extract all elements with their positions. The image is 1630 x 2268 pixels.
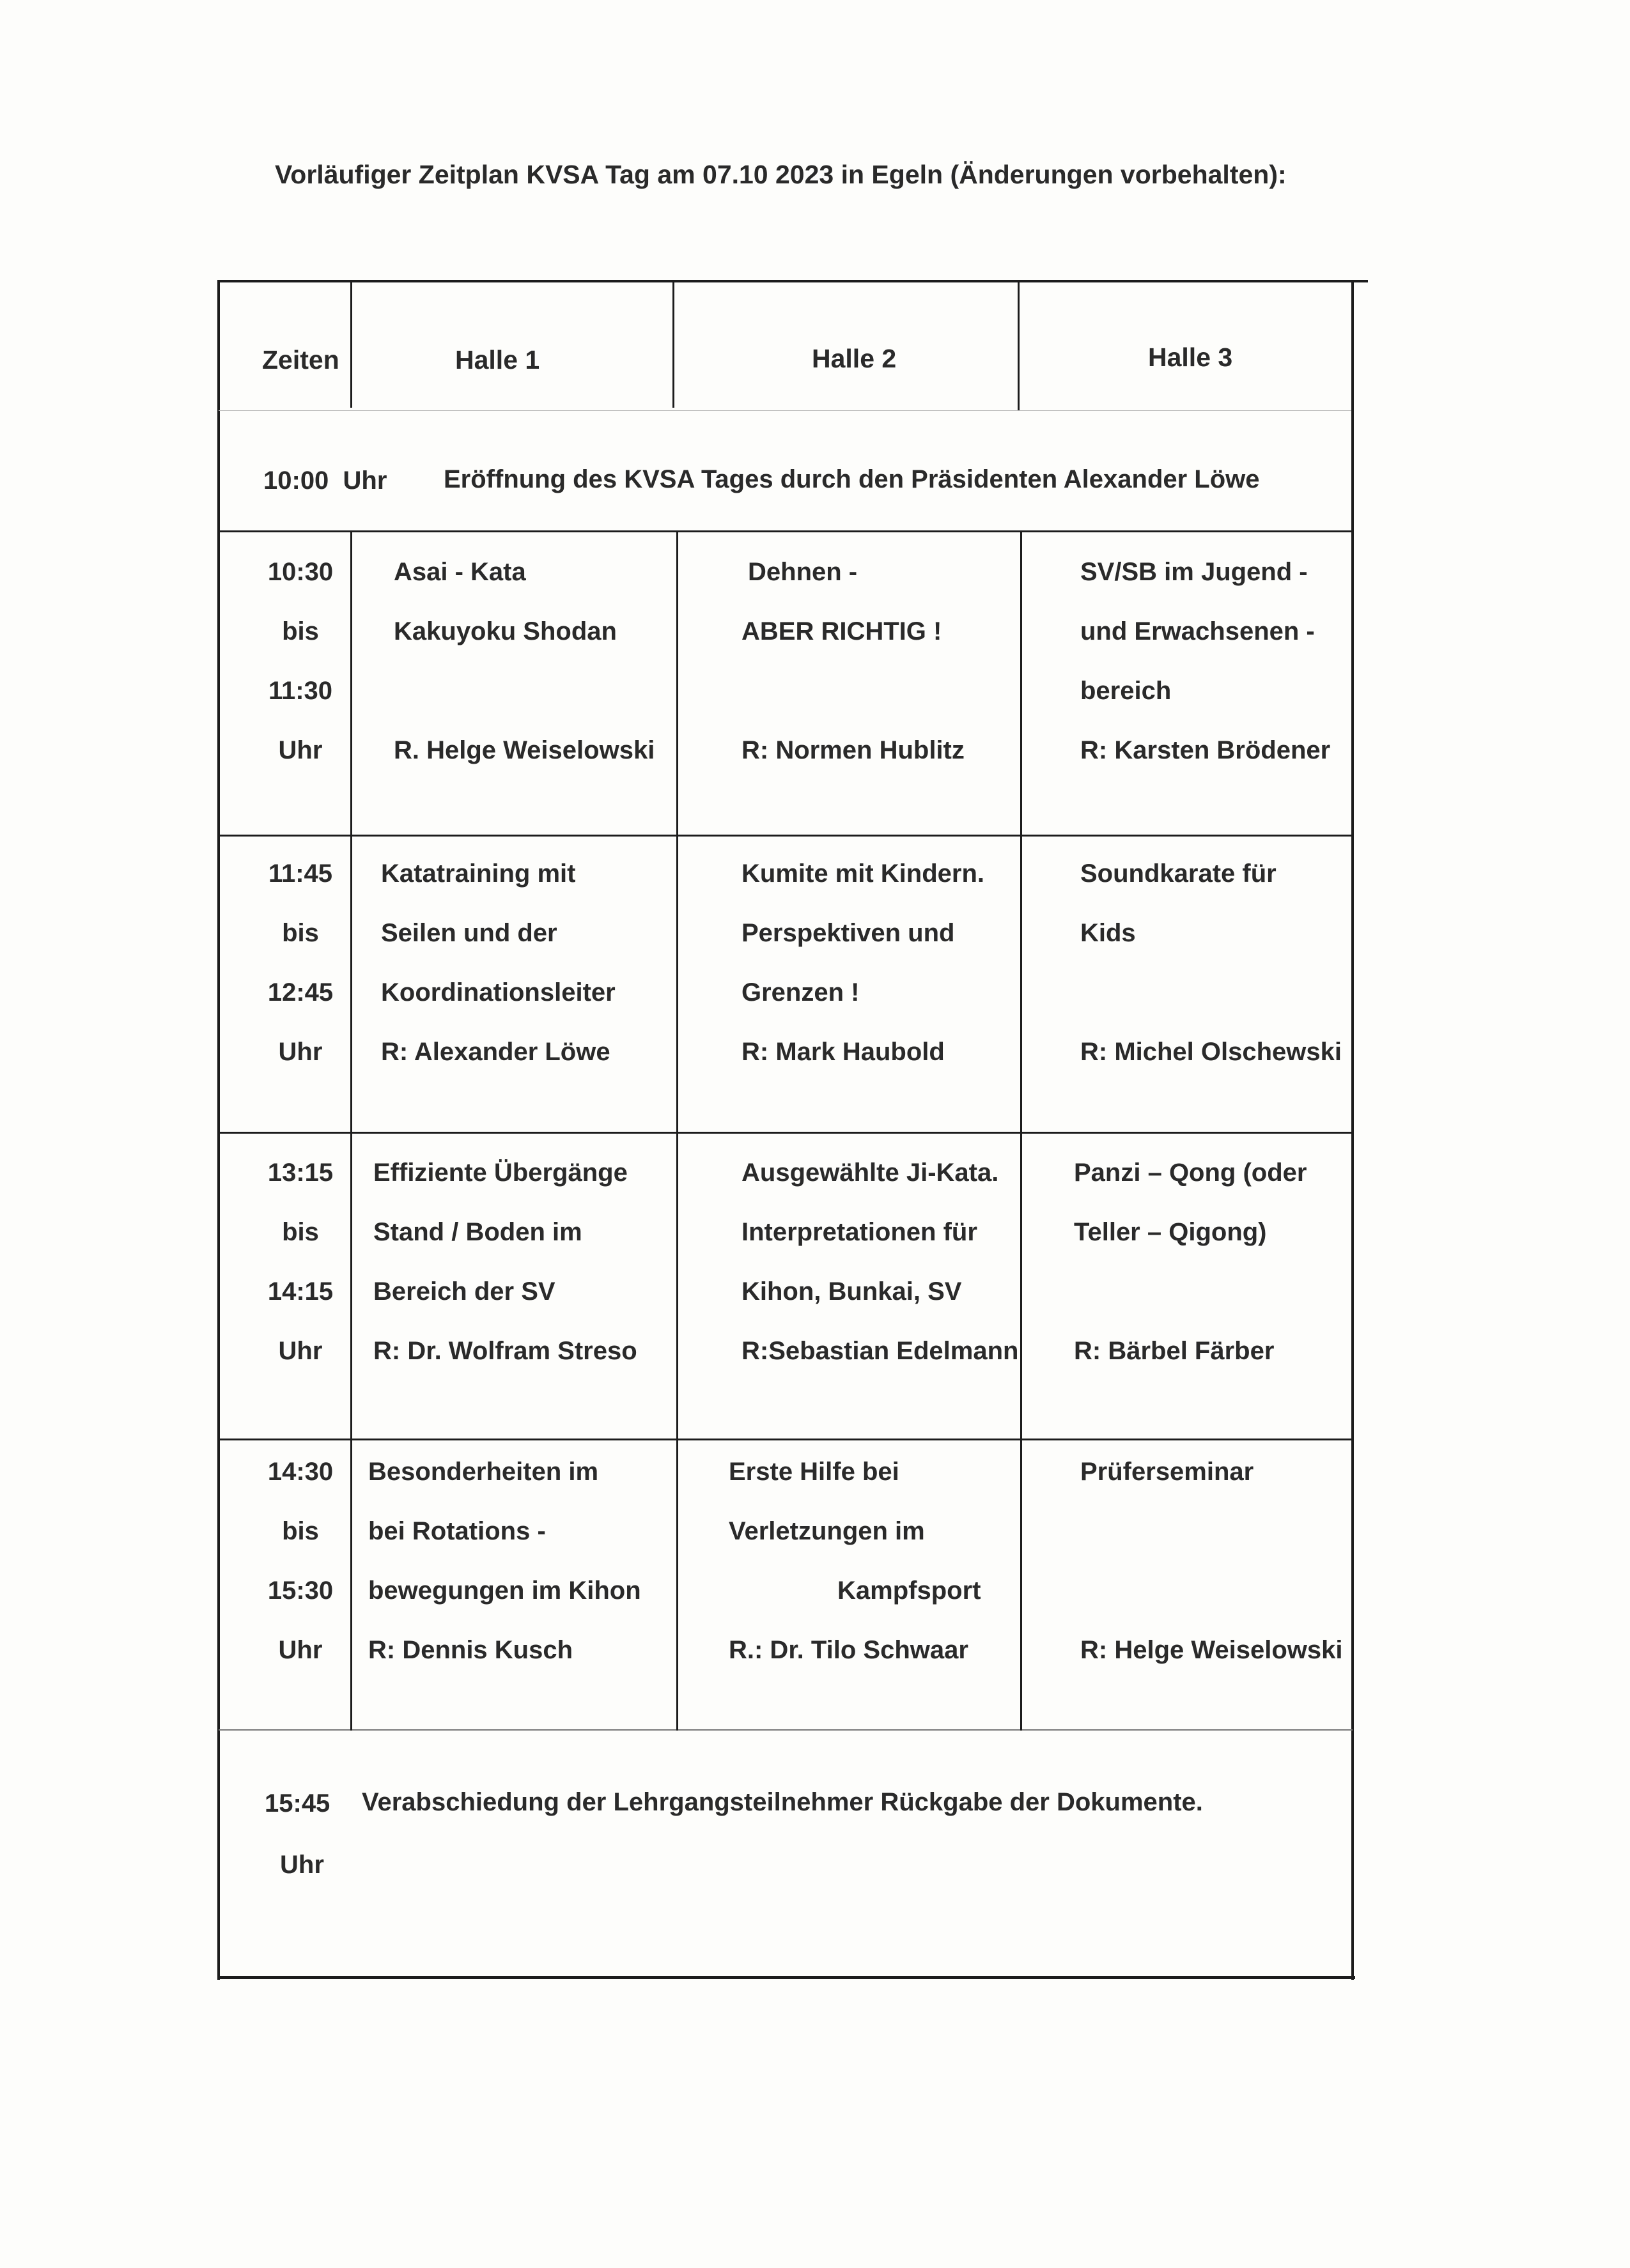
hall-1-entry: R: Dr. Wolfram Streso	[373, 1337, 637, 1365]
hall-1-entry: Besonderheiten im	[368, 1458, 599, 1486]
header-times: Zeiten	[262, 345, 339, 374]
slot-time: bis	[282, 617, 319, 645]
slot-time: Uhr	[278, 1337, 323, 1365]
header-divider-3	[1018, 281, 1020, 410]
hall-3-entry: Kids	[1080, 919, 1136, 947]
row-divider-5	[219, 1729, 1353, 1731]
document-title: Vorläufiger Zeitplan KVSA Tag am 07.10 2023 in Egeln (Änderungen vorbehalten):	[275, 160, 1287, 189]
hall-2-entry: ABER RICHTIG !	[741, 617, 942, 645]
hall-3-entry: Soundkarate für	[1080, 860, 1277, 888]
hall-1-entry: bei Rotations -	[368, 1517, 546, 1545]
row-divider-2	[219, 835, 1353, 837]
slot-time: Uhr	[278, 1038, 323, 1066]
hall-2-entry: Ausgewählte Ji-Kata.	[741, 1159, 999, 1187]
row-divider-1	[219, 530, 1351, 532]
hall-2-entry: R:Sebastian Edelmann	[741, 1337, 1019, 1365]
hall-2-entry: Verletzungen im	[729, 1517, 925, 1545]
slot-divider-1	[350, 532, 352, 1731]
hall-2-entry: Perspektiven und	[741, 919, 955, 947]
hall-3-entry: SV/SB im Jugend -	[1080, 558, 1308, 586]
header-hall-1: Halle 1	[455, 345, 540, 374]
slot-time: 15:30	[267, 1577, 334, 1605]
slot-time: Uhr	[278, 1636, 323, 1664]
opening-text: Eröffnung des KVSA Tages durch den Präsidenten Alexander Löwe	[444, 465, 1260, 493]
hall-1-entry: Bereich der SV	[373, 1277, 555, 1306]
slot-time: bis	[282, 1517, 319, 1545]
header-hall-3: Halle 3	[1148, 343, 1233, 372]
slot-time: 14:30	[267, 1458, 334, 1486]
slot-time: bis	[282, 919, 319, 947]
slot-time: 11:45	[268, 860, 333, 888]
slot-time: 14:15	[267, 1277, 334, 1306]
closing-time-unit: Uhr	[280, 1851, 324, 1879]
slot-time: bis	[282, 1218, 319, 1246]
slot-time: Uhr	[278, 736, 323, 764]
table-border-bottom	[217, 1976, 1355, 1979]
hall-1-entry: Stand / Boden im	[373, 1218, 582, 1246]
hall-2-entry: R.: Dr. Tilo Schwaar	[729, 1636, 968, 1664]
hall-3-entry: Prüferseminar	[1080, 1458, 1254, 1486]
table-border-left	[217, 280, 220, 1980]
hall-1-entry: Effiziente Übergänge	[373, 1159, 628, 1187]
slot-divider-2	[676, 532, 678, 1731]
slot-divider-3	[1020, 532, 1022, 1731]
slot-time: 13:15	[267, 1159, 334, 1187]
header-bottom-line	[219, 410, 1351, 411]
table-border-right	[1351, 282, 1354, 1980]
hall-1-entry: R. Helge Weiselowski	[394, 736, 655, 764]
hall-2-entry: Kumite mit Kindern.	[741, 860, 985, 888]
hall-3-entry: R: Bärbel Färber	[1074, 1337, 1275, 1365]
hall-1-entry: Koordinationsleiter	[381, 978, 616, 1007]
row-divider-3	[219, 1132, 1353, 1134]
hall-2-entry: Erste Hilfe bei	[729, 1458, 899, 1486]
row-divider-4	[219, 1439, 1353, 1440]
hall-3-entry: bereich	[1080, 677, 1172, 705]
header-divider-2	[672, 281, 674, 408]
hall-3-entry: und Erwachsenen -	[1080, 617, 1315, 645]
hall-2-entry: R: Mark Haubold	[741, 1038, 945, 1066]
hall-1-entry: bewegungen im Kihon	[368, 1577, 641, 1605]
slot-time: 11:30	[268, 677, 333, 705]
hall-3-entry: Panzi – Qong (oder	[1074, 1159, 1307, 1187]
hall-2-entry: Interpretationen für	[741, 1218, 977, 1246]
hall-2-entry: Dehnen -	[748, 558, 858, 586]
hall-2-entry: Grenzen !	[741, 978, 860, 1007]
hall-1-entry: Asai - Kata	[394, 558, 526, 586]
hall-3-entry: R: Michel Olschewski	[1080, 1038, 1342, 1066]
hall-1-entry: Katatraining mit	[381, 860, 576, 888]
hall-3-entry: R: Karsten Brödener	[1080, 736, 1331, 764]
hall-3-entry: R: Helge Weiselowski	[1080, 1636, 1343, 1664]
hall-1-entry: R: Dennis Kusch	[368, 1636, 573, 1664]
table-border-top	[217, 280, 1368, 282]
slot-time: 10:30	[267, 558, 334, 586]
hall-1-entry: Kakuyoku Shodan	[394, 617, 617, 645]
header-hall-2: Halle 2	[812, 344, 897, 373]
hall-2-entry: R: Normen Hublitz	[741, 736, 965, 764]
closing-time: 15:45	[265, 1789, 330, 1817]
closing-text: Verabschiedung der Lehrgangsteilnehmer Rückgabe der Dokumente.	[362, 1788, 1203, 1816]
opening-time: 10:00 Uhr	[263, 467, 387, 495]
hall-1-entry: R: Alexander Löwe	[381, 1038, 610, 1066]
slot-time: 12:45	[267, 978, 334, 1007]
header-divider-1	[350, 281, 352, 408]
hall-1-entry: Seilen und der	[381, 919, 557, 947]
hall-2-entry: Kihon, Bunkai, SV	[741, 1277, 962, 1306]
hall-2-entry: Kampfsport	[837, 1577, 981, 1605]
hall-3-entry: Teller – Qigong)	[1074, 1218, 1267, 1246]
